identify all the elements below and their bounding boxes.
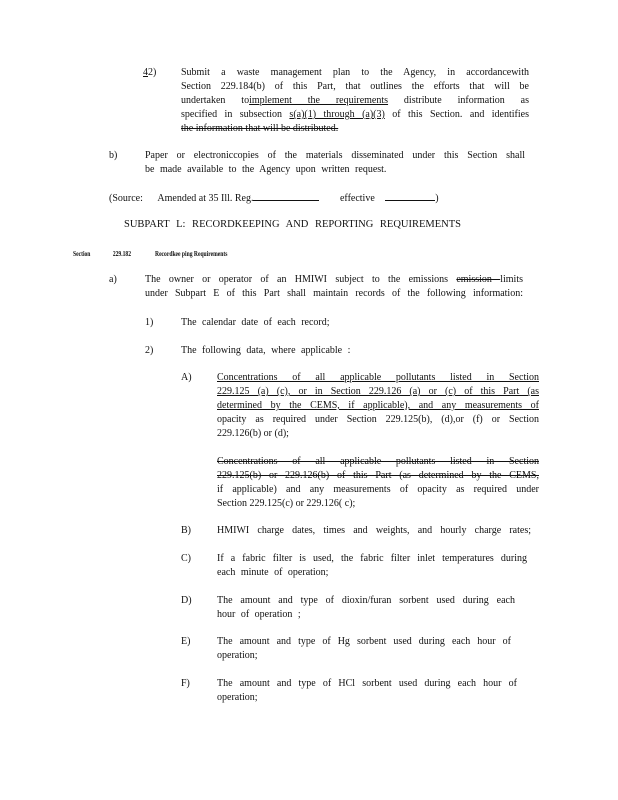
item-label-A: A) xyxy=(181,372,192,383)
item-A-text: Concentrations of all applicable pollutants listed in Section 229.125 (a) (c), or in Section 229.126 (a) or (c) of this Part (as determined by the CEMS, if applicable), and any measurements of opacity as required under Section 229.125(b), (d),or (f) or Section 229.126(b) or (d); Concentrations of all applicable pollutants listed in Section 229.125(b) or 229.126(b) of this Part (as determined by the CEMS, if applicable) and any measurements of opacity as required under Section 229.125(c) or 229.126( c); xyxy=(217,372,539,509)
item-label-D: D) xyxy=(181,595,192,606)
item-label-a: a) xyxy=(109,274,117,285)
item-label-F: F) xyxy=(181,678,190,689)
item-D-text: The amount and type of dioxin/furan sorbent used during each hour of operation ; xyxy=(217,595,515,620)
item-number-42: 42) xyxy=(143,67,157,78)
item-42-text: Submit a waste management plan to the Agency, in accordancewith Section 229.184(b) of this Part, that outlines the efforts that will be undertaken toimplement the requirements distribute information as specified in subsection s(a)(1) through (a)(3) of this Section. and identifies the information that will be distributed. xyxy=(181,67,530,134)
section-heading: Section 229.182 Recordkee ping Requirements xyxy=(73,250,228,258)
item-label-2: 2) xyxy=(145,345,154,356)
item-label-b: b) xyxy=(109,150,118,161)
subpart-heading: SUBPART L: RECORDKEEPING AND REPORTING REQUIREMENTS xyxy=(124,219,461,230)
item-label-C: C) xyxy=(181,553,191,564)
item-B-text: HMIWI charge dates, times and weights, and hourly charge rates; xyxy=(217,525,531,536)
item-label-1: 1) xyxy=(145,317,154,328)
source-note: (Source: Amended at 35 Ill. Reg. effective ) xyxy=(109,193,439,204)
item-b-text: Paper or electroniccopies of the materials disseminated under this Section shall be made available to the Agency upon written request. xyxy=(145,150,525,175)
item-C-text: If a fabric filter is used, the fabric filter inlet temperatures during each minute of operation; xyxy=(217,553,527,578)
item-E-text: The amount and type of Hg sorbent used during each hour of operation; xyxy=(217,636,511,661)
item-2-text: The following data, where applicable : xyxy=(181,345,351,356)
item-F-text: The amount and type of HCl sorbent used during each hour of operation; xyxy=(217,678,517,703)
para-a-text: The owner or operator of an HMIWI subject to the emissions emission limits under Subpart E of this Part shall maintain records of the following information: xyxy=(145,274,523,299)
item-label-E: E) xyxy=(181,636,191,647)
item-label-B: B) xyxy=(181,525,191,536)
item-1-text: The calendar date of each record; xyxy=(181,317,330,328)
